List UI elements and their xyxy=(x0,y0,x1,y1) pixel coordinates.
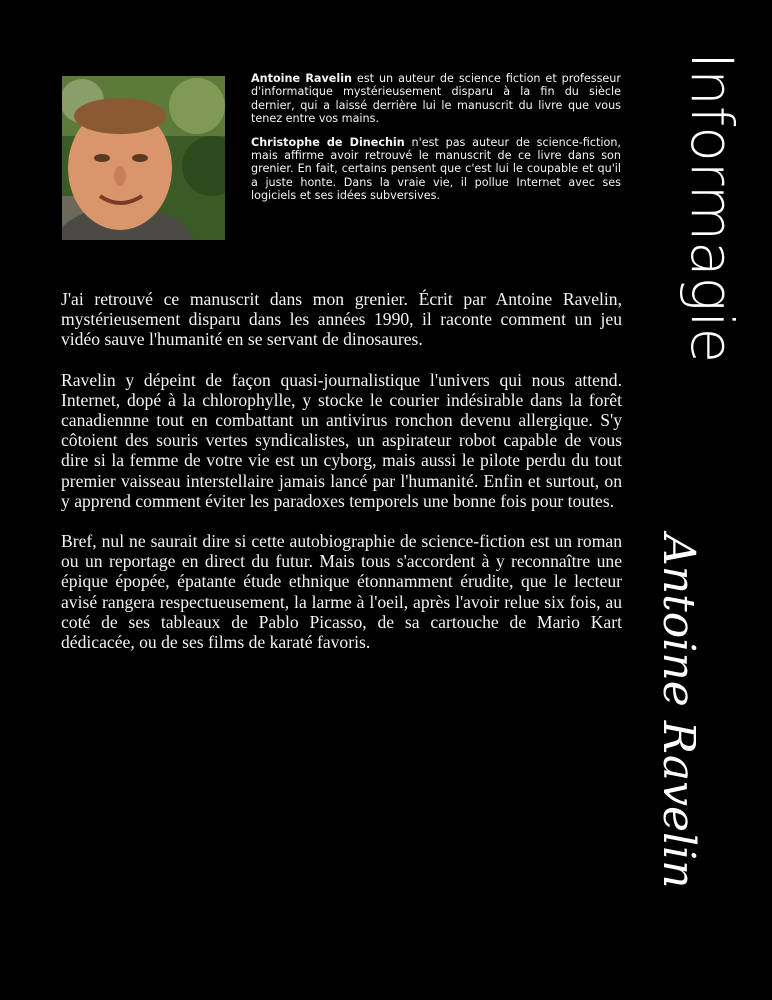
author-portrait-image xyxy=(62,76,225,240)
back-cover-blurb xyxy=(61,289,622,672)
bio-text-ravelin: est un auteur de science fiction et professeur d'informatique mystérieusement disparu à la fin du siècle dernier, qui a laissé derrière lui le manuscrit du livre que vous tenez entre vos mains. xyxy=(251,72,621,126)
bio-paragraph-ravelin xyxy=(251,72,621,126)
blurb-paragraph-1: J'ai retrouvé ce manuscrit dans mon grenier. Écrit par Antoine Ravelin, mystérieusement disparu dans les années 1990, il raconte comment un jeu vidéo sauve l'humanité en se servant de dinosaures. xyxy=(61,289,622,350)
spine-author: Antoine Ravelin xyxy=(653,534,704,889)
author-bio xyxy=(251,72,621,213)
bio-name-ravelin: Antoine Ravelin xyxy=(251,72,352,85)
spine-title: Informagie xyxy=(678,52,746,364)
bio-name-dinechin: Christophe de Dinechin xyxy=(251,135,405,149)
bio-paragraph-dinechin xyxy=(251,136,621,203)
blurb-paragraph-2: Ravelin y dépeint de façon quasi-journalistique l'univers qui nous attend. Internet, dopé à la chlorophylle, y stocke le courier indésirable dans la forêt canadiennne tout en combattant un antivirus ronchon devenu allergique. S'y côtoient des souris vertes syndicalistes, un aspirateur robot capable de vous dire si la femme de votre vie est un cyborg, mais aussi le pilote perdu du tout premier vaisseau interstellaire jamais lancé par l'humanité. Enfin et surtout, on y apprend comment éviter les paradoxes temporels une bonne fois pour toutes. xyxy=(61,369,622,511)
bio-text-dinechin: n'est pas auteur de science-fiction, mais affirme avoir retrouvé le manuscrit de ce livre dans son grenier. En fait, certains pensent que c'est lui le coupable et qu'il a juste honte. Dans la vraie vie, il pollue Internet avec ses logiciels et ses idées subversives. xyxy=(251,135,621,203)
blurb-paragraph-3: Bref, nul ne saurait dire si cette autobiographie de science-fiction est un roman ou un reportage en direct du futur. Mais tous s'accordent à y reconnaître une épique épopée, épatante étude ethnique étonnamment érudite, que le lecteur avisé rangera respectueusement, la larme à l'oeil, après l'avoir relue six fois, au coté de ses tableaux de Pablo Picasso, de sa cartouche de Mario Kart dédicacée, ou de ses films de karaté favoris. xyxy=(61,531,622,653)
author-photo xyxy=(62,76,225,240)
